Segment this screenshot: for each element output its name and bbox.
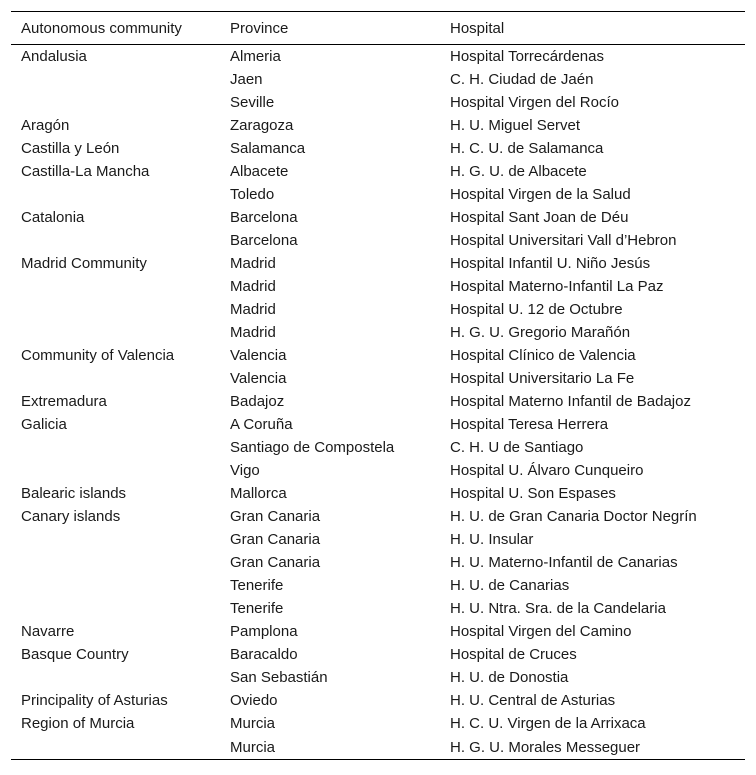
cell-community: Castilla y León <box>21 140 120 157</box>
header-province: Province <box>230 19 289 37</box>
cell-province: Badajoz <box>230 393 285 410</box>
cell-community: Aragón <box>21 117 70 134</box>
cell-hospital: Hospital Materno Infantil de Badajoz <box>450 393 691 410</box>
table-row <box>11 436 745 459</box>
cell-hospital: C. H. U de Santiago <box>450 439 584 456</box>
cell-community: Castilla-La Mancha <box>21 163 150 180</box>
table-row <box>11 390 745 413</box>
table-header <box>11 12 745 45</box>
cell-hospital: Hospital Universitari Vall d’Hebron <box>450 232 677 249</box>
cell-hospital: H. U. Central de Asturias <box>450 692 616 709</box>
table-row <box>11 712 745 735</box>
cell-community <box>11 551 220 574</box>
cell-province: Zaragoza <box>230 117 294 134</box>
cell-hospital: H. G. U. de Albacete <box>450 163 587 180</box>
cell-community: Balearic islands <box>21 485 127 502</box>
table-row <box>11 229 745 252</box>
cell-hospital: Hospital Teresa Herrera <box>450 416 609 433</box>
cell-hospital: Hospital U. 12 de Octubre <box>450 301 623 318</box>
cell-community <box>11 275 220 298</box>
cell-province: Gran Canaria <box>230 554 321 571</box>
cell-community <box>11 528 220 551</box>
cell-hospital: H. U. Miguel Servet <box>450 117 581 134</box>
cell-hospital: H. G. U. Morales Messeguer <box>450 738 641 756</box>
cell-hospital: Hospital Infantil U. Niño Jesús <box>450 255 651 272</box>
cell-community <box>11 574 220 597</box>
cell-community <box>11 298 220 321</box>
cell-hospital: Hospital Torrecárdenas <box>450 48 604 65</box>
table-row <box>11 689 745 712</box>
cell-community: Basque Country <box>21 646 129 663</box>
table-row <box>11 551 745 574</box>
cell-community: Region of Murcia <box>21 715 135 732</box>
cell-community <box>11 735 220 760</box>
cell-community: Principality of Asturias <box>21 692 168 709</box>
cell-province: Madrid <box>230 278 276 295</box>
cell-hospital: Hospital U. Álvaro Cunqueiro <box>450 462 644 479</box>
cell-hospital: Hospital Virgen del Camino <box>450 623 632 640</box>
cell-hospital: H. C. U. de Salamanca <box>450 140 604 157</box>
cell-community <box>11 229 220 252</box>
cell-province: Pamplona <box>230 623 298 640</box>
table-row <box>11 505 745 528</box>
cell-hospital: H. U. Insular <box>450 531 534 548</box>
cell-province: Barcelona <box>230 232 298 249</box>
cell-province: San Sebastián <box>230 669 328 686</box>
cell-hospital: Hospital Clínico de Valencia <box>450 347 636 364</box>
cell-province: Jaen <box>230 71 263 88</box>
table-row <box>11 275 745 298</box>
table-row <box>11 91 745 114</box>
cell-hospital: Hospital Virgen de la Salud <box>450 186 631 203</box>
cell-community <box>11 183 220 206</box>
table-row <box>11 367 745 390</box>
cell-hospital: Hospital Virgen del Rocío <box>450 94 619 111</box>
table-row <box>11 252 745 275</box>
table-row <box>11 206 745 229</box>
cell-hospital: H. U. Materno-Infantil de Canarias <box>450 554 678 571</box>
table-row <box>11 321 745 344</box>
cell-hospital: H. U. Ntra. Sra. de la Candelaria <box>450 600 666 617</box>
cell-community <box>11 436 220 459</box>
cell-community <box>11 666 220 689</box>
cell-hospital: Hospital Universitario La Fe <box>450 370 635 387</box>
cell-province: Madrid <box>230 255 276 272</box>
cell-hospital: C. H. Ciudad de Jaén <box>450 71 594 88</box>
cell-community: Galicia <box>21 416 67 433</box>
cell-hospital: Hospital Sant Joan de Déu <box>450 209 629 226</box>
table-body <box>11 45 745 760</box>
cell-community: Andalusia <box>21 48 87 65</box>
cell-province: Oviedo <box>230 692 278 709</box>
cell-hospital: H. U. de Gran Canaria Doctor Negrín <box>450 508 697 525</box>
cell-province: A Coruña <box>230 416 293 433</box>
table-row <box>11 160 745 183</box>
table-row <box>11 114 745 137</box>
cell-province: Tenerife <box>230 600 284 617</box>
table-row <box>11 413 745 436</box>
cell-province: Santiago de Compostela <box>230 439 395 456</box>
header-autonomous-community: Autonomous community <box>21 19 182 37</box>
hospital-table-container <box>11 11 745 760</box>
table-row <box>11 735 745 760</box>
cell-province: Mallorca <box>230 485 287 502</box>
cell-province: Murcia <box>230 738 276 756</box>
cell-hospital: Hospital U. Son Espases <box>450 485 616 502</box>
table-row <box>11 666 745 689</box>
header-row <box>11 12 745 45</box>
cell-province: Salamanca <box>230 140 306 157</box>
table-row <box>11 482 745 505</box>
table-row <box>11 298 745 321</box>
cell-province: Gran Canaria <box>230 508 321 525</box>
cell-province: Albacete <box>230 163 289 180</box>
cell-hospital: H. C. U. Virgen de la Arrixaca <box>450 715 646 732</box>
cell-community <box>11 459 220 482</box>
cell-hospital: H. G. U. Gregorio Marañón <box>450 324 631 341</box>
cell-hospital: Hospital Materno-Infantil La Paz <box>450 278 664 295</box>
table-row <box>11 528 745 551</box>
table-row <box>11 45 745 69</box>
hospital-table <box>11 11 745 760</box>
table-row <box>11 344 745 367</box>
cell-community: Catalonia <box>21 209 85 226</box>
cell-community: Community of Valencia <box>21 347 175 364</box>
cell-province: Vigo <box>230 462 260 479</box>
cell-province: Baracaldo <box>230 646 298 663</box>
cell-community: Extremadura <box>21 393 107 410</box>
table-row <box>11 597 745 620</box>
cell-province: Valencia <box>230 347 287 364</box>
cell-community <box>11 597 220 620</box>
cell-hospital: Hospital de Cruces <box>450 646 577 663</box>
table-row <box>11 459 745 482</box>
cell-community <box>11 321 220 344</box>
table-row <box>11 574 745 597</box>
cell-province: Toledo <box>230 186 275 203</box>
cell-province: Madrid <box>230 324 276 341</box>
cell-province: Barcelona <box>230 209 298 226</box>
cell-community <box>11 367 220 390</box>
cell-hospital: H. U. de Canarias <box>450 577 570 594</box>
cell-community <box>11 91 220 114</box>
cell-hospital: H. U. de Donostia <box>450 669 569 686</box>
table-row <box>11 643 745 666</box>
table-row <box>11 137 745 160</box>
cell-community: Navarre <box>21 623 75 640</box>
cell-province: Valencia <box>230 370 287 387</box>
cell-community: Madrid Community <box>21 255 147 272</box>
cell-province: Gran Canaria <box>230 531 321 548</box>
table-row <box>11 68 745 91</box>
cell-province: Seville <box>230 94 275 111</box>
cell-community <box>11 68 220 91</box>
cell-province: Murcia <box>230 715 276 732</box>
header-hospital: Hospital <box>450 19 505 37</box>
cell-province: Madrid <box>230 301 276 318</box>
table-row <box>11 183 745 206</box>
table-row <box>11 620 745 643</box>
cell-province: Almeria <box>230 48 281 65</box>
cell-province: Tenerife <box>230 577 284 594</box>
cell-community: Canary islands <box>21 508 121 525</box>
